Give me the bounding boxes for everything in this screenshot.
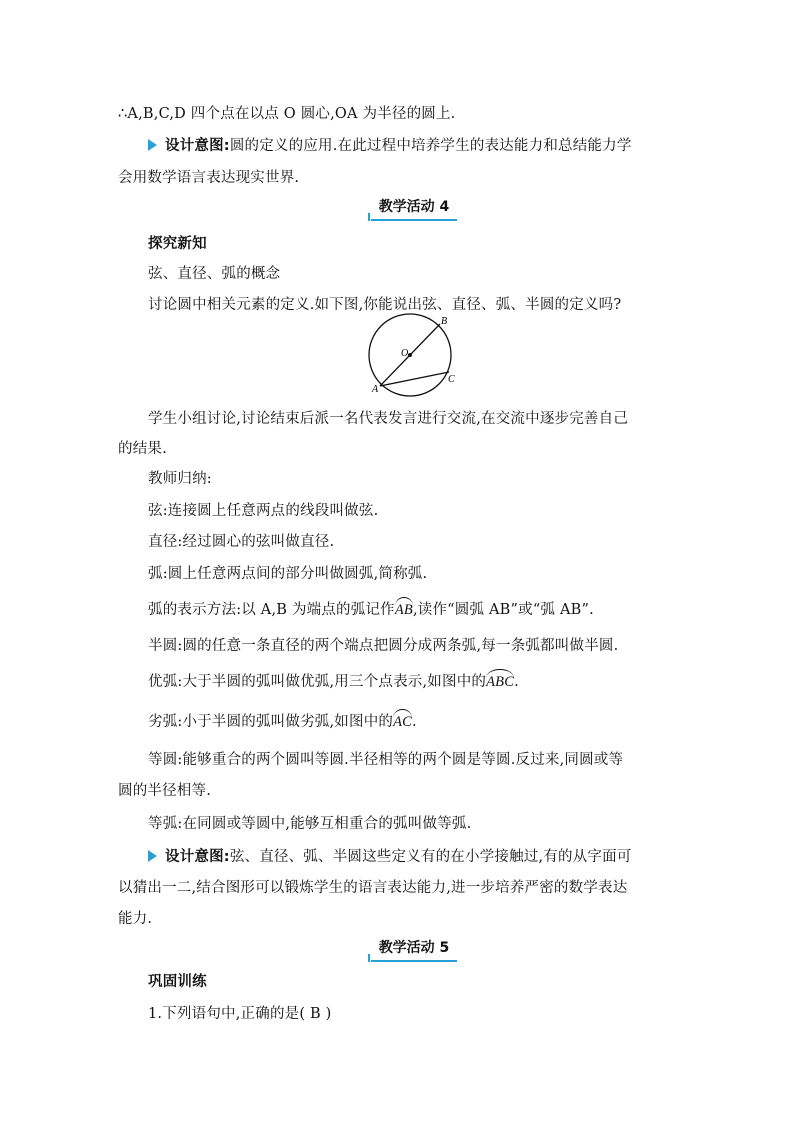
question-1: 1.下列语句中,正确的是( B ) (148, 1006, 332, 1022)
heading-tick (368, 954, 375, 962)
label-a: A (372, 384, 379, 395)
arc-abc-symbol: ABC (486, 674, 515, 690)
arc-def: 弧:圆上任意两点间的部分叫做圆弧,简称弧. (148, 566, 428, 582)
design-intent-1-cont: 会用数学语言表达现实世界. (118, 170, 300, 186)
center-point (408, 353, 412, 357)
design-intent-2-cont2: 能力. (118, 911, 153, 927)
arc-ab-symbol: AB (394, 602, 413, 618)
section-explore: 探究新知 (148, 236, 207, 252)
arc-notation: 弧的表示方法:以 A,B 为端点的弧记作AB,读作“圆弧 AB”或“弧 AB”. (148, 602, 594, 618)
activity-5-title: 教学活动 5 (378, 940, 450, 956)
heading-underline (371, 219, 457, 221)
equal-circle-1: 等圆:能够重合的两个圆叫等圆.半径相等的两个圆是等圆.反过来,同圆或等 (148, 752, 624, 768)
major-arc-def: 优弧:大于半圆的弧叫做优弧,用三个点表示,如图中的ABC. (148, 674, 519, 690)
circle-figure (360, 312, 470, 398)
equal-arc-def: 等弧:在同圆或等圆中,能够互相重合的弧叫做等弧. (148, 816, 472, 832)
semicircle-def: 半圆:圆的任意一条直径的两个端点把圆分成两条弧,每一条弧都叫做半圆. (148, 638, 619, 654)
label-c: C (448, 374, 455, 385)
diameter-def: 直径:经过圆心的弦叫做直径. (148, 534, 335, 550)
conclusion-line: ∴A,B,C,D 四个点在以点 O 圆心,OA 为半径的圆上. (118, 106, 456, 122)
label-o: O (401, 348, 409, 359)
minor-arc-def: 劣弧:小于半圆的弧叫做劣弧,如图中的AC. (148, 714, 417, 730)
equal-circle-2: 圆的半径相等. (118, 783, 212, 799)
arc-ac-symbol: AC (393, 714, 413, 730)
design-intent-text: 圆的定义的应用.在此过程中培养学生的表达能力和总结能力学 (229, 138, 632, 154)
heading-underline (371, 960, 457, 962)
activity-4-title: 教学活动 4 (378, 199, 450, 215)
concept-title: 弦、直径、弧的概念 (148, 266, 281, 282)
activity-5-heading (371, 937, 457, 959)
design-intent-2-cont1: 以猜出一二,结合图形可以锻炼学生的语言表达能力,进一步培养严密的数学表达 (118, 880, 628, 896)
heading-tick (368, 213, 375, 221)
design-intent-label: 设计意图: (165, 849, 230, 865)
group-line-1: 学生小组讨论,讨论结束后派一名代表发言进行交流,在交流中逐步完善自己 (148, 411, 629, 427)
group-line-2: 的结果. (118, 441, 167, 457)
design-intent-label: 设计意图: (165, 138, 230, 154)
design-intent-text: 弦、直径、弧、半圆这些定义有的在小学接触过,有的从字面可 (229, 849, 632, 865)
chord-def: 弦:连接圆上任意两点的线段叫做弦. (148, 503, 379, 519)
section-practice: 巩固训练 (148, 974, 207, 990)
label-b: B (441, 316, 448, 327)
triangle-bullet-icon (148, 850, 157, 862)
discuss-line: 讨论圆中相关元素的定义.如下图,你能说出弦、直径、弧、半圆的定义吗? (148, 297, 622, 313)
activity-4-heading (371, 196, 457, 218)
design-intent-1 (148, 134, 632, 155)
design-intent-2 (148, 845, 632, 866)
teacher-summary: 教师归纳: (148, 471, 212, 487)
triangle-bullet-icon (148, 139, 157, 151)
